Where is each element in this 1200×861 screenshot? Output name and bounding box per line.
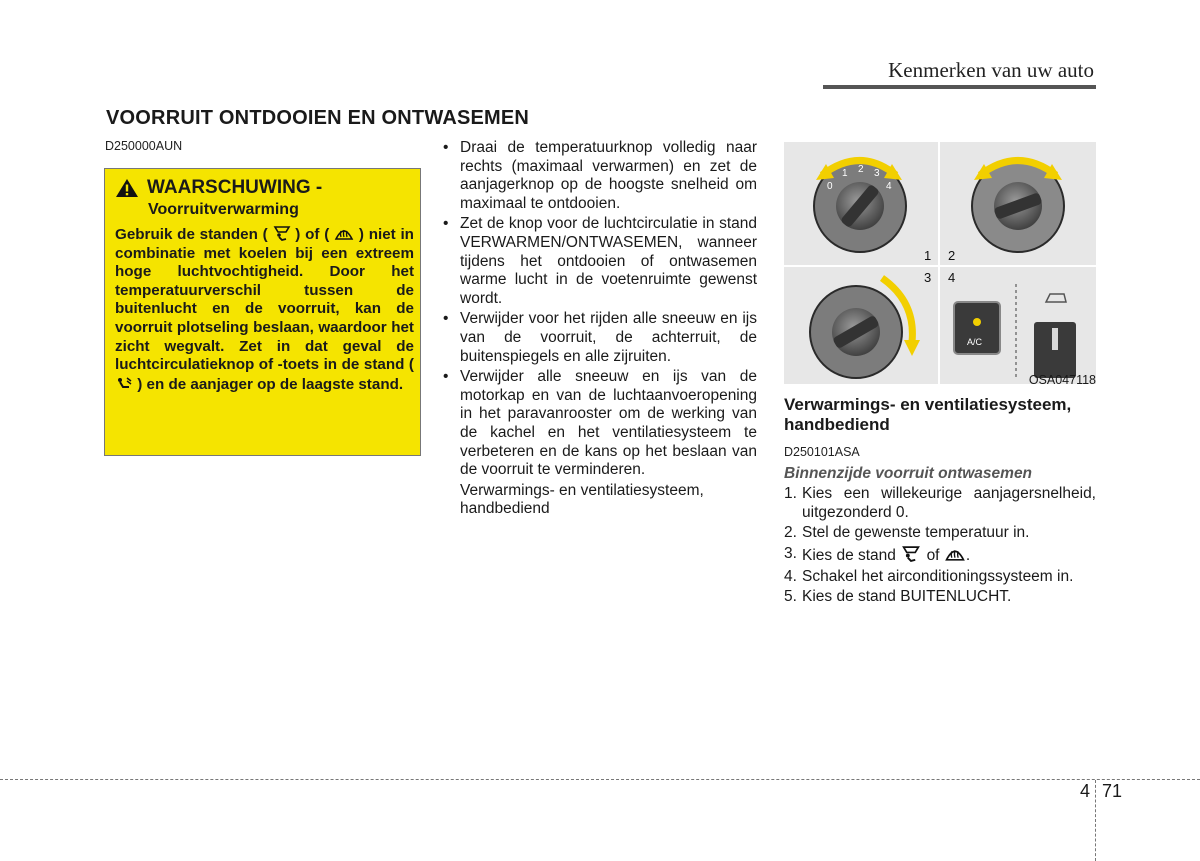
section-code: D250000AUN xyxy=(105,139,183,153)
floor-defrost-icon xyxy=(900,545,922,563)
windshield-defrost-icon xyxy=(334,225,354,242)
quadrant-label: 2 xyxy=(948,248,956,263)
step-text: Kies de stand xyxy=(802,546,896,564)
floor-defrost-icon xyxy=(273,225,291,242)
list-item xyxy=(784,485,1096,522)
middle-column xyxy=(442,139,757,519)
section-title: VOORRUIT ONTDOOIEN EN ONTWASEMEN xyxy=(106,107,530,129)
step-number: 5. xyxy=(784,588,797,606)
warning-text xyxy=(115,225,414,394)
ac-button xyxy=(954,302,1000,354)
step-number: 1. xyxy=(784,485,797,503)
warning-heading: WAARSCHUWING - xyxy=(147,177,323,198)
footer-vertical-divider xyxy=(1095,780,1096,861)
page-header-title: Kenmerken van uw auto xyxy=(888,58,1094,82)
ac-label: A/C xyxy=(967,337,983,347)
warning-text-1: Gebruik de standen ( xyxy=(115,226,268,243)
steps-list xyxy=(784,485,1096,607)
quadrant-label: 4 xyxy=(948,270,956,285)
step-number: 2. xyxy=(784,524,797,542)
warning-box xyxy=(104,168,421,456)
fan-label: 2 xyxy=(858,164,864,175)
step-text: Stel de gewenste temperatuur in. xyxy=(802,524,1030,542)
chapter-number: 4 xyxy=(1080,781,1091,801)
windshield-defrost-icon xyxy=(944,545,966,563)
right-column xyxy=(784,395,1096,609)
header-rule xyxy=(823,85,1096,89)
right-title: Verwarmings- en ventilatiesysteem, handbediend xyxy=(784,395,1072,434)
page-number: 71 xyxy=(1102,781,1123,801)
step-text: . xyxy=(965,546,971,564)
warning-text-4: ) en de aanjager op de laagste stand. xyxy=(137,375,404,393)
step-number: 3. xyxy=(784,544,797,562)
figure-code: OSA047118 xyxy=(1028,373,1096,387)
list-item: • Verwijder voor het rijden alle sneeuw en ijs van de voorruit, de achterruit, de buitenspiegels en alle zijruiten. xyxy=(442,310,757,366)
mode-knob xyxy=(810,286,902,378)
list-item xyxy=(784,545,1096,566)
trailing-text: Verwarmings- en ventilatiesysteem, handbediend xyxy=(460,481,704,518)
step-text: of xyxy=(926,546,940,564)
footer-divider xyxy=(0,779,1200,780)
fan-label: 4 xyxy=(886,181,892,192)
list-item xyxy=(784,588,1096,607)
warning-heading-row xyxy=(115,177,414,199)
step-text: Kies de stand BUITENLUCHT. xyxy=(802,588,1012,606)
right-code: D250101ASA xyxy=(784,445,860,459)
step-number: 4. xyxy=(784,567,797,585)
warning-subheading: Voorruitverwarming xyxy=(148,201,299,218)
list-item xyxy=(784,568,1096,587)
list-item: • Zet de knop voor de luchtcirculatie in stand VERWARMEN/ONTWASEMEN, wanneer tijdens het ontdooien of ontwasemen warme lucht in de voetenruimte gewenst wordt. xyxy=(442,215,757,308)
quadrant-label: 1 xyxy=(924,248,932,263)
quadrant-label: 3 xyxy=(924,270,932,285)
control-panel-illustration xyxy=(784,142,1096,384)
list-item xyxy=(784,524,1096,543)
instruction-list xyxy=(442,139,757,480)
floor-mode-icon xyxy=(115,375,133,392)
fan-label: 3 xyxy=(874,168,880,179)
right-subtitle: Binnenzijde voorruit ontwasemen xyxy=(784,464,1033,482)
control-panel-figure xyxy=(784,142,1096,384)
fan-label: 1 xyxy=(842,168,848,179)
list-item: • Verwijder alle sneeuw en ijs van de motorkap en van de luchtaanvoeropening in het paravanrooster om de werking van de kachel en het ventilatiesysteem te verbeteren en de kans op het beslaan van de voorruit te verminderen. xyxy=(442,368,757,480)
warning-text-2: ) of ( xyxy=(295,226,330,243)
step-text: Kies een willekeurige aanjagersnelheid, uitgezonderd 0. xyxy=(802,485,1096,521)
warning-triangle-icon xyxy=(115,178,139,198)
warning-text-3: ) niet in combinatie met koelen bij een extreem hoge luchtvochtigheid. Door het temperatuurverschil tussen de buitenlucht en de voorruit, kan de voorruit plotseling beslaan, waardoor het zicht wegvalt. Zet in dat geval de luchtcirculatieknop of -toets in de stand ( xyxy=(115,226,414,374)
list-item: • Draai de temperatuurknop volledig naar rechts (maximaal verwarmen) en zet de aanjagerknop op de hoogste snelheid om maximaal te ontdooien. xyxy=(442,139,757,213)
step-text: Schakel het airconditioningssysteem in. xyxy=(802,567,1074,585)
fan-label: 0 xyxy=(827,181,833,192)
